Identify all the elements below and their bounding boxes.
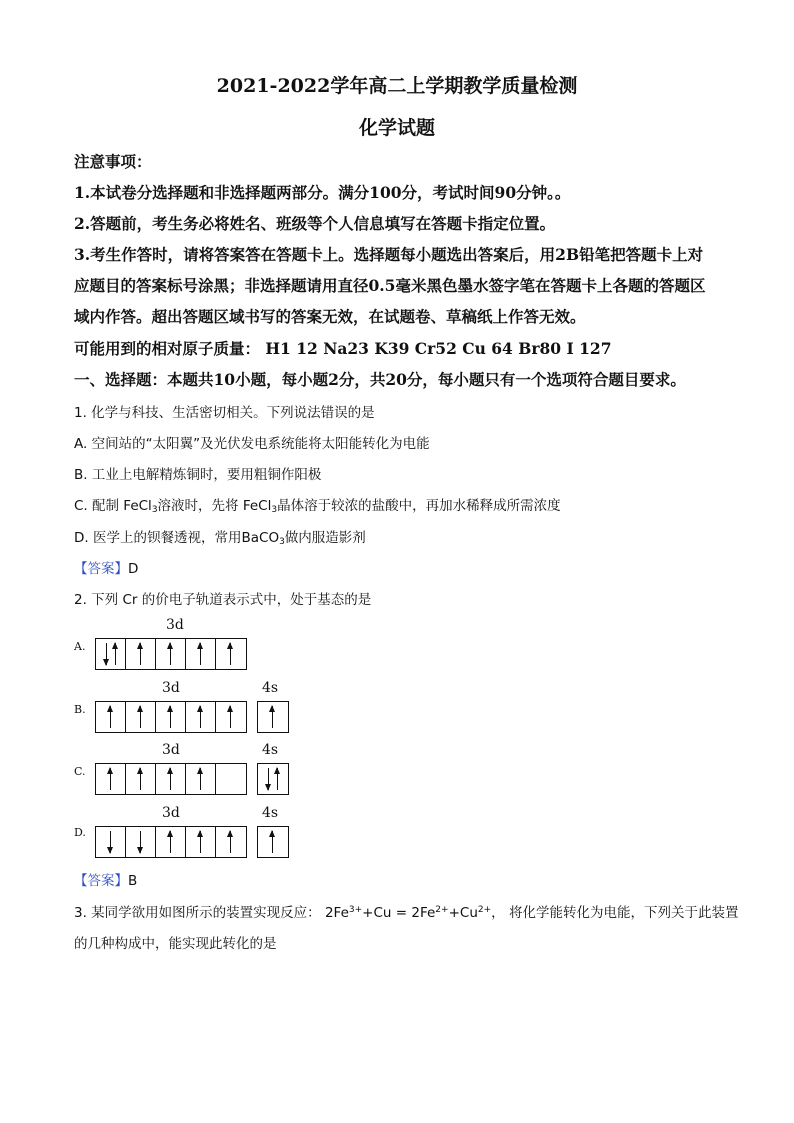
orbital-cell [258, 702, 288, 732]
spin-up-arrow-icon [140, 706, 141, 728]
q3-stem-pre: 3. 某同学欲用如图所示的装置实现反应： 2Fe [74, 905, 349, 921]
orbital-cell [258, 827, 288, 857]
q2-a-label-3d: 3d [166, 617, 184, 633]
spin-down-arrow-icon [110, 831, 111, 853]
q1-answer-value: D [128, 561, 139, 577]
q2-answer [74, 869, 137, 889]
q2-d-label-3d: 3d [162, 805, 180, 821]
q2-answer-tag: 【答案】 [74, 873, 128, 889]
spin-up-arrow-icon [170, 768, 171, 790]
q3-m2: +Cu [448, 905, 478, 921]
orbital-cell [156, 639, 186, 669]
q3-stem-line-2: 的几种构成中，能实现此转化的是 [74, 936, 277, 952]
orbital-cell [96, 639, 126, 669]
orbital-cell [216, 702, 246, 732]
orbital-cell [156, 702, 186, 732]
spin-down-arrow-icon [106, 643, 107, 665]
spin-up-arrow-icon [140, 768, 141, 790]
spin-up-arrow-icon [110, 706, 111, 728]
orbital-cell [96, 764, 126, 794]
q2-stem: 2. 下列 Cr 的价电子轨道表示式中，处于基态的是 [74, 592, 372, 608]
spin-up-arrow-icon [140, 643, 141, 665]
spin-up-arrow-icon [230, 706, 231, 728]
q2-c-4s-box [257, 763, 289, 795]
q1-answer-tag: 【答案】 [74, 561, 128, 577]
q2-option-a-label: A. [74, 640, 86, 653]
spin-up-arrow-icon [230, 643, 231, 665]
q1-option-d [74, 526, 366, 547]
q2-c-label-3d: 3d [162, 742, 180, 758]
q1-d-sub: 3 [279, 537, 285, 547]
orbital-cell [126, 764, 156, 794]
orbital-cell [156, 827, 186, 857]
spin-up-arrow-icon [110, 768, 111, 790]
q3-sup-1: 3+ [348, 905, 363, 915]
q1-d-pre: D. 医学上的钡餐透视，常用BaCO [74, 530, 280, 546]
q1-c-pre: C. 配制 FeCl [74, 498, 152, 514]
q2-d-3d-box [95, 826, 247, 858]
q1-option-a: A. 空间站的“太阳翼”及光伏发电系统能将太阳能转化为电能 [74, 436, 430, 452]
page-subtitle: 化学试题 [358, 117, 435, 139]
q2-option-c-label: C. [74, 765, 86, 778]
spin-up-arrow-icon [200, 706, 201, 728]
spin-up-arrow-icon [277, 768, 278, 790]
orbital-cell [186, 827, 216, 857]
notes-line-1: 1.本试卷分选择题和非选择题两部分。满分100分，考试时间90分钟。。 [74, 183, 571, 202]
page-title: 2021-2022学年高二上学期教学质量检测 [216, 75, 578, 97]
orbital-cell [186, 764, 216, 794]
q2-d-4s-box [257, 826, 289, 858]
spin-up-arrow-icon [170, 643, 171, 665]
orbital-cell [216, 827, 246, 857]
orbital-cell [186, 639, 216, 669]
notes-line-2: 2.答题前，考生务必将姓名、班级等个人信息填写在答题卡指定位置。 [74, 214, 556, 233]
section-1-heading: 一、选择题：本题共10小题，每小题2分，共20分，每小题只有一个选项符合题目要求。 [74, 370, 686, 389]
orbital-cell [216, 764, 246, 794]
q3-sup-2: 2+ [435, 905, 449, 915]
notes-line-3b: 应题目的答案标号涂黑；非选择题请用直径0.5毫米黑色墨水签字笔在答题卡上各题的答题区 [74, 276, 706, 295]
q3-sup-3: 2+ [477, 905, 492, 915]
q2-answer-value: B [128, 873, 138, 889]
orbital-cell [96, 702, 126, 732]
q1-option-c [74, 494, 561, 515]
spin-up-arrow-icon [170, 831, 171, 853]
notes-line-3c: 域内作答。超出答题区域书写的答案无效，在试题卷、草稿纸上作答无效。 [74, 307, 586, 326]
q2-option-b-label: B. [74, 703, 86, 716]
q3-stem [74, 901, 738, 921]
orbital-cell [126, 639, 156, 669]
q3-m1: +Cu = 2Fe [362, 905, 436, 921]
q2-b-3d-box [95, 701, 247, 733]
spin-up-arrow-icon [170, 706, 171, 728]
q1-c-sub1: 3 [151, 505, 158, 515]
spin-up-arrow-icon [272, 706, 273, 728]
q1-option-b: B. 工业上电解精炼铜时，要用粗铜作阳极 [74, 467, 322, 483]
q2-option-d-label: D. [74, 826, 86, 839]
q1-d-post: 做内服造影剂 [284, 530, 366, 546]
orbital-cell [96, 827, 126, 857]
q2-d-label-4s: 4s [262, 805, 279, 821]
orbital-cell [186, 702, 216, 732]
atomic-masses: 可能用到的相对原子质量： H1 12 Na23 K39 Cr52 Cu 64 Br80 I 127 [74, 339, 612, 358]
spin-down-arrow-icon [140, 831, 141, 853]
q2-a-3d-box [95, 638, 247, 670]
q1-stem: 1. 化学与科技、生活密切相关。下列说法错误的是 [74, 405, 375, 421]
q1-c-mid: 溶液时，先将 FeCl [157, 498, 272, 514]
q1-answer [74, 557, 138, 577]
spin-up-arrow-icon [200, 831, 201, 853]
q2-b-label-4s: 4s [262, 680, 279, 696]
orbital-cell [216, 639, 246, 669]
q2-b-label-3d: 3d [162, 680, 180, 696]
q2-c-3d-box [95, 763, 247, 795]
q3-stem-post: ， 将化学能转化为电能，下列关于此装置 [491, 905, 739, 921]
spin-up-arrow-icon [230, 831, 231, 853]
orbital-cell [258, 764, 288, 794]
spin-up-arrow-icon [115, 643, 116, 665]
spin-up-arrow-icon [272, 831, 273, 853]
notes-heading: 注意事项： [74, 152, 152, 171]
q1-c-post: 晶体溶于较浓的盐酸中，再加水稀释成所需浓度 [277, 498, 561, 514]
notes-line-3a: 3.考生作答时，请将答案答在答题卡上。选择题每小题选出答案后，用2B铅笔把答题卡上对 [74, 245, 704, 264]
q2-b-4s-box [257, 701, 289, 733]
spin-up-arrow-icon [200, 768, 201, 790]
orbital-cell [126, 827, 156, 857]
q2-c-label-4s: 4s [262, 742, 279, 758]
orbital-cell [156, 764, 186, 794]
q1-c-sub2: 3 [271, 505, 278, 515]
orbital-cell [126, 702, 156, 732]
spin-down-arrow-icon [268, 768, 269, 790]
spin-up-arrow-icon [200, 643, 201, 665]
